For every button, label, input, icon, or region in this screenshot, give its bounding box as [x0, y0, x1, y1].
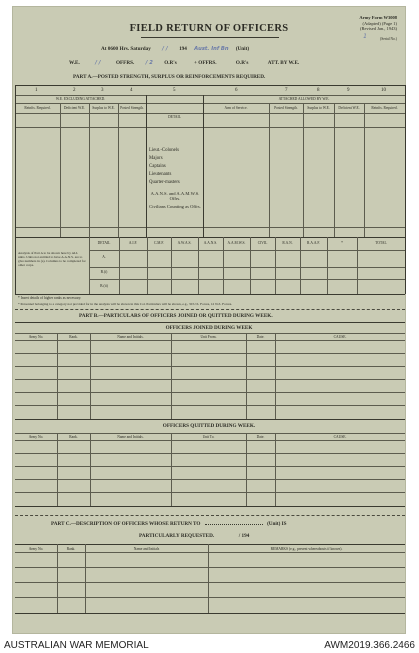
analysis-row-label: B.(i) [100, 270, 108, 274]
quitted-heading: OFFICERS QUITTED DURING WEEK. [162, 423, 256, 429]
col-header: Reinfts. Required. [371, 106, 398, 110]
unit-blank [205, 524, 263, 525]
ors-label: O.R's [164, 60, 177, 66]
joined-col-header: Unit From. [200, 335, 217, 339]
analysis-col-header: CIVIL [257, 241, 268, 245]
footnote: * Personnel belonging to a category not provided for in the analysis will be shown in this Col. Particulars will be shown, e.g., 30 U.S. Forces, 12 N.Z. Forces. [18, 302, 233, 306]
col-number: 10 [381, 88, 386, 93]
date-handwriting: / / [162, 46, 168, 52]
form-sheet [12, 6, 406, 634]
part-c-col-header: Name and Initials [133, 547, 160, 551]
year-label: 194 [179, 46, 187, 52]
quitted-col-header: Army No. [28, 435, 44, 439]
col-number: 9 [347, 88, 350, 93]
we-label: W.E. [69, 60, 80, 66]
part-c-heading-text: PART C.—DESCRIPTION OF OFFICERS WHOSE RETURN TO [51, 521, 201, 527]
form-ref-line: (Adapted) (Page 1) [362, 20, 397, 26]
analysis-row-label: A. [102, 255, 106, 259]
rank-item: Captains [149, 164, 166, 169]
footnote: * Insert details of higher ranks as necessary. [18, 296, 82, 300]
part-c-col-header: Army No. [28, 547, 44, 551]
rule [15, 322, 405, 323]
serial-label: (Serial No.) [380, 37, 397, 41]
rank-item: Civilians Counting as Offrs. [149, 204, 201, 209]
analysis-col-header: * [341, 241, 343, 245]
part-c-year: 194 [241, 533, 250, 539]
footer-left: AUSTRALIAN WAR MEMORIAL [4, 640, 149, 651]
col-header: Deficient W.E. [63, 106, 86, 110]
rank-item: Lieut.-Colonels [149, 148, 179, 153]
quitted-col-header: Date. [256, 435, 265, 439]
we-offrs-handwriting: / / [95, 60, 101, 66]
col-header: Deficient W.E. [338, 106, 360, 110]
part-c-col-header: Rank. [66, 547, 76, 551]
col-header: Surplus to W.E. [307, 106, 330, 110]
col-number: 6 [235, 88, 238, 93]
col-header: Reinfts. Required. [24, 106, 51, 110]
serial-handwriting: 1 [363, 33, 367, 40]
part-a-heading: PART A.—POSTED STRENGTH, SURPLUS OR REINFORCEMENTS REQUIRED. [73, 74, 266, 80]
separator [15, 309, 405, 310]
col-header: Posted Strength. [120, 106, 144, 110]
ors-label-2: O.R's [235, 60, 249, 66]
detail-header: DETAIL [168, 115, 181, 119]
part-c-heading [51, 521, 287, 527]
col-number: 1 [35, 88, 38, 93]
analysis-col-header: TOTAL [375, 241, 387, 245]
time-label: At 0600 Hrs. Saturday [101, 46, 151, 52]
rank-item: Majors [149, 156, 163, 161]
joined-col-header: Date. [256, 335, 265, 339]
analysis-note: Analysis of Part A to be shown here by ALL units. Units not entitled to have A.A.N.S. are to give numbers in (a). Columns to be completed for other corps. [18, 251, 86, 267]
unit-label: (Unit) [235, 46, 250, 52]
col-number: 4 [130, 88, 133, 93]
footer-right: AWM2019.366.2466 [324, 640, 415, 651]
offrs-label: OFFRS. [115, 60, 135, 66]
joined-col-header: Name and Initials. [117, 335, 144, 339]
analysis-col-header: A.W.A.S. [177, 241, 192, 245]
form-title: FIELD RETURN OF OFFICERS [129, 23, 289, 34]
title-underline [141, 37, 279, 38]
analysis-col-header: R.A.A.F. [307, 241, 320, 245]
part-c-col-header: REMARKS (e.g., present whereabouts if known). [270, 547, 343, 551]
group-header-left: W.E. EXCLUDING ATTACHED. [55, 97, 106, 101]
group-header-right: ATTACHED ALLOWED BY W.E. [278, 97, 330, 101]
analysis-col-header: A.I.F. [128, 241, 138, 245]
col-header: Surplus to W.E. [92, 106, 115, 110]
unit-handwriting: Aust. Inf Bn [194, 46, 229, 52]
quitted-col-header: CAUSE. [333, 435, 347, 439]
strength-line: W.E. / / OFFRS. / 2 O.R's + OFFRS. O.R's ATT. BY W.E. [69, 60, 300, 66]
requested-label: PARTICULARLY REQUESTED. [139, 533, 215, 539]
analysis-row-label: B.(ii) [100, 284, 108, 288]
offrs-label-2: OFFRS. [198, 60, 217, 66]
joined-col-header: CAUSE. [333, 335, 347, 339]
col-number: 3 [101, 88, 104, 93]
quitted-col-header: Name and Initials. [117, 435, 144, 439]
col-number: 7 [285, 88, 288, 93]
col-number: 5 [173, 88, 176, 93]
analysis-col-header: A.A.M.W.S. [227, 241, 246, 245]
we-ors-handwriting: / 2 [145, 60, 153, 66]
col-number: 2 [73, 88, 76, 93]
analysis-col-header: A.A.N.S. [203, 241, 218, 245]
separator [15, 515, 405, 516]
part-c-unit-label: (Unit) IS [267, 521, 287, 527]
rank-item: A.A.N.S. and A.A.M.W.S. Offrs. [150, 191, 200, 202]
part-b-heading: PART B.—PARTICULARS OF OFFICERS JOINED OR QUITTED DURING WEEK. [79, 313, 273, 319]
joined-col-header: Rank. [69, 335, 78, 339]
rank-item: Quarter-masters [149, 180, 180, 185]
col-header: Arm of Service. [224, 106, 248, 110]
part-c-line2: PARTICULARLY REQUESTED. / 194 [139, 533, 250, 539]
rank-item: Lieutenants [149, 172, 172, 177]
quitted-col-header: Unit To. [202, 435, 215, 439]
time-line [101, 46, 249, 52]
att-label: ATT. BY W.E. [267, 60, 300, 66]
analysis-col-header: C.M.F. [154, 241, 164, 245]
col-number: 8 [317, 88, 320, 93]
form-ref-line: Army Form W3008 [359, 15, 397, 20]
joined-col-header: Army No. [28, 335, 44, 339]
joined-heading: OFFICERS JOINED DURING WEEK [165, 325, 253, 331]
quitted-col-header: Rank. [69, 435, 78, 439]
analysis-col-header: R.A.N. [282, 241, 293, 245]
analysis-col-header: DETAIL [97, 241, 111, 245]
col-header: Posted Strength. [274, 106, 298, 110]
form-ref-line: (Revised Jan., 1943) [360, 26, 397, 31]
rank-list [149, 147, 180, 187]
